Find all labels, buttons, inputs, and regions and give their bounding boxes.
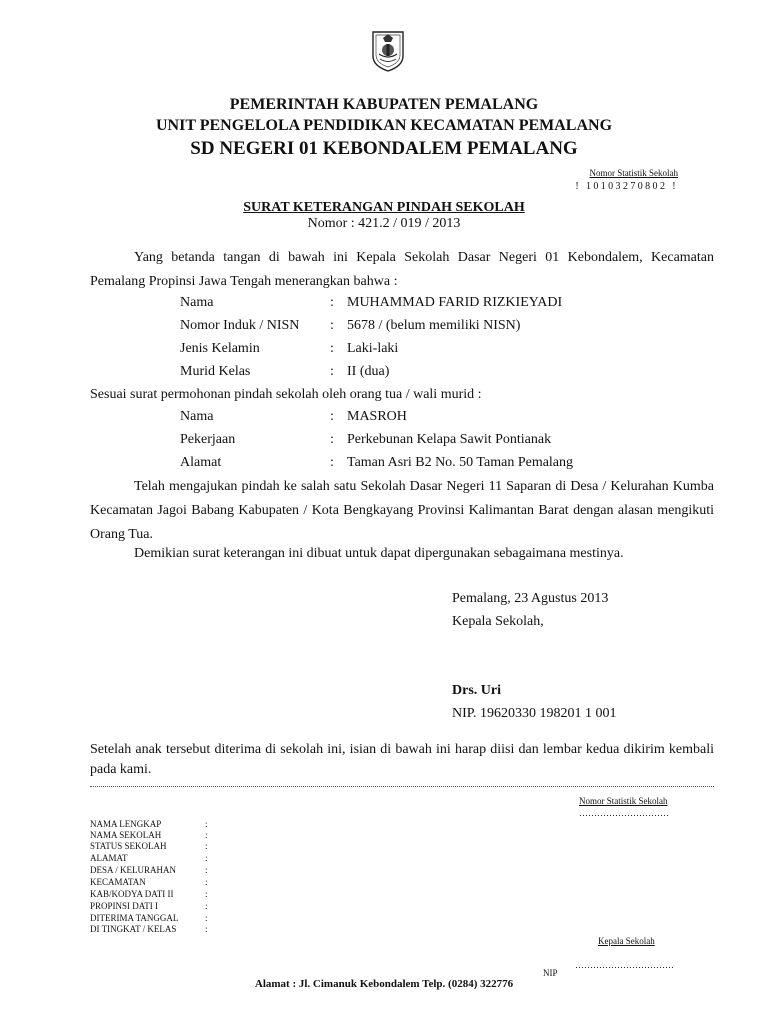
student-class-label: Murid Kelas [180,364,251,379]
colon: : [330,318,334,333]
return-instruction: Setelah anak tersebut diterima di sekolah ini, isian di bawah ini harap diisi dan lembar kedua dikirim kembali pada kami. [90,742,714,777]
colon: : [205,853,208,863]
colon: : [330,295,334,310]
colon: : [205,877,208,887]
student-name-value: MUHAMMAD FARID RIZKIEYADI [347,295,563,310]
return-head-label: Kepala Sekolah [598,936,655,946]
colon: : [205,819,208,829]
student-name-label: Nama [180,295,214,310]
parent-name-value: MASROH [347,409,407,424]
return-stat-number-label: Nomor Statistik Sekolah [579,796,668,806]
regency-emblem-icon [371,30,405,72]
student-gender-label: Jenis Kelamin [180,341,260,356]
header-line-government: PEMERINTAH KABUPATEN PEMALANG [229,96,539,113]
colon: : [330,432,334,447]
parent-job-value: Perkebunan Kelapa Sawit Pontianak [347,432,552,447]
return-signature-blank: …………………………… [575,960,674,970]
form-label: KECAMATAN [90,877,146,887]
form-label: KAB/KODYA DATI II [90,889,174,899]
return-stat-number-blank: ………………………… [579,808,669,818]
colon: : [205,901,208,911]
school-stat-number-label: Nomor Statistik Sekolah [589,168,678,178]
signer-nip: NIP. 19620330 198201 1 001 [452,706,617,721]
form-label: ALAMAT [90,853,128,863]
student-nisn-label: Nomor Induk / NISN [180,318,300,333]
parent-job-label: Pekerjaan [180,432,236,447]
colon: : [330,455,334,470]
form-label: DESA / KELURAHAN [90,865,177,875]
colon: : [330,364,334,379]
colon: : [330,409,334,424]
student-class-value: II (dua) [347,364,390,379]
colon: : [205,865,208,875]
signer-position: Kepala Sekolah, [452,614,544,629]
colon: : [330,341,334,356]
colon: : [205,841,208,851]
parent-address-label: Alamat [180,455,222,470]
school-stat-number: ! 10103270802 ! [575,181,678,192]
student-gender-value: Laki-laki [347,341,399,356]
colon: : [205,913,208,923]
closing-line: Demikian surat keterangan ini dibuat untuk dapat dipergunakan sebagaimana mestinya. [134,546,624,561]
request-line: Sesuai surat permohonan pindah sekolah oleh orang tua / wali murid : [90,387,482,402]
parent-address-value: Taman Asri B2 No. 50 Taman Pemalang [347,455,574,470]
parent-name-label: Nama [180,409,214,424]
header-line-unit: UNIT PENGELOLA PENDIDIKAN KECAMATAN PEMALANG [155,117,613,134]
colon: : [205,830,208,840]
intro-paragraph: Yang betanda tangan di bawah ini Kepala Sekolah Dasar Negeri 01 Kebondalem, Kecamatan Pemalang Propinsi Jawa Tengah menerangkan bahwa : [90,250,714,289]
form-label: DI TINGKAT / KELAS [90,924,177,934]
footer-address: Alamat : Jl. Cimanuk Kebondalem Telp. (0284) 322776 [254,978,514,990]
letter-title: SURAT KETERANGAN PINDAH SEKOLAH [243,200,525,215]
form-label: STATUS SEKOLAH [90,841,167,851]
student-nisn-value: 5678 / (belum memiliki NISN) [347,318,521,333]
form-label: NAMA SEKOLAH [90,830,162,840]
letter-number: Nomor : 421.2 / 019 / 2013 [307,216,461,231]
header-line-school: SD NEGERI 01 KEBONDALEM PEMALANG [190,138,578,159]
cut-line-divider [90,780,714,787]
form-label: NAMA LENGKAP [90,819,162,829]
place-date: Pemalang, 23 Agustus 2013 [452,591,609,606]
return-nip-label: NIP [543,968,558,978]
form-label: DITERIMA TANGGAL [90,913,179,923]
signer-name: Drs. Uri [452,683,501,698]
transfer-paragraph: Telah mengajukan pindah ke salah satu Sekolah Dasar Negeri 11 Saparan di Desa / Kelurahan Kumba Kecamatan Jagoi Babang Kabupaten / Kota Bengkayang Provinsi Kalimantan Barat dengan alasan mengikuti Orang Tua. [90,479,714,542]
colon: : [205,889,208,899]
colon: : [205,924,208,934]
form-label: PROPINSI DATI I [90,901,159,911]
